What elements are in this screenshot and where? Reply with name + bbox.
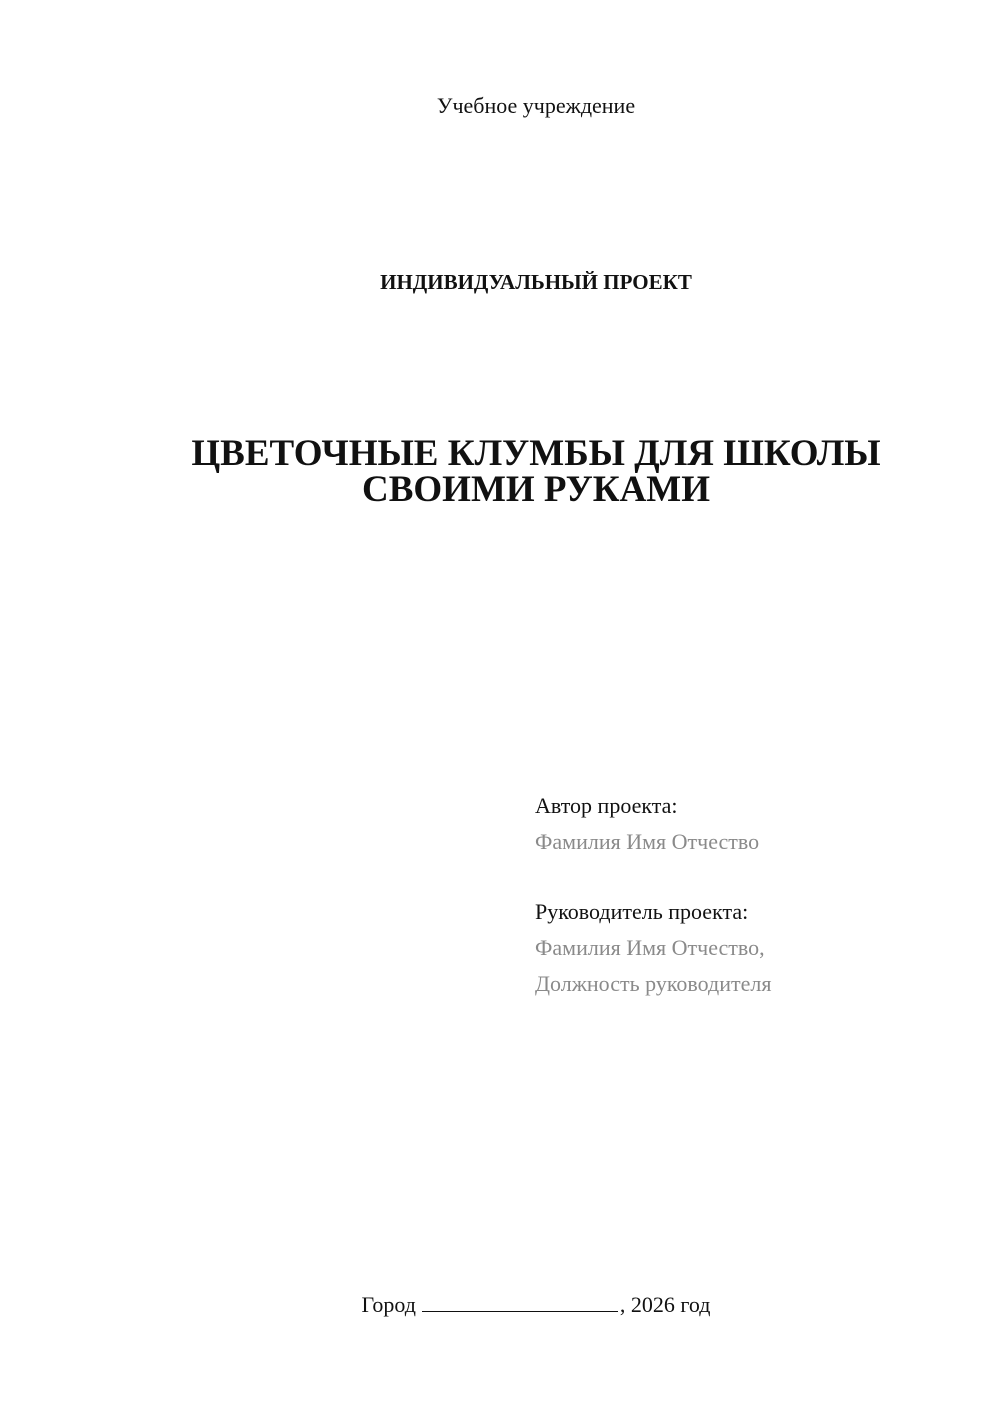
project-title-line-2: СВОИМИ РУКАМИ (362, 469, 710, 510)
project-title-line-1: ЦВЕТОЧНЫЕ КЛУМБЫ ДЛЯ ШКОЛЫ (191, 433, 881, 474)
city-year-line (0, 1290, 1000, 1320)
supervisor-name: Фамилия Имя Отчество, (535, 935, 765, 960)
year-text: , 2026 год (619, 1292, 711, 1317)
author-label: Автор проекта: (535, 793, 678, 818)
supervisor-position: Должность руководителя (535, 971, 772, 996)
author-name: Фамилия Имя Отчество (535, 829, 760, 854)
institution-name: Учебное учреждение (436, 93, 636, 118)
city-label: Город (361, 1292, 416, 1317)
supervisor-label: Руководитель проекта: (535, 899, 749, 924)
project-type-heading: ИНДИВИДУАЛЬНЫЙ ПРОЕКТ (380, 270, 692, 294)
project-title (0, 433, 1000, 510)
authors-block (535, 788, 771, 1002)
city-blank-line (422, 1291, 618, 1312)
